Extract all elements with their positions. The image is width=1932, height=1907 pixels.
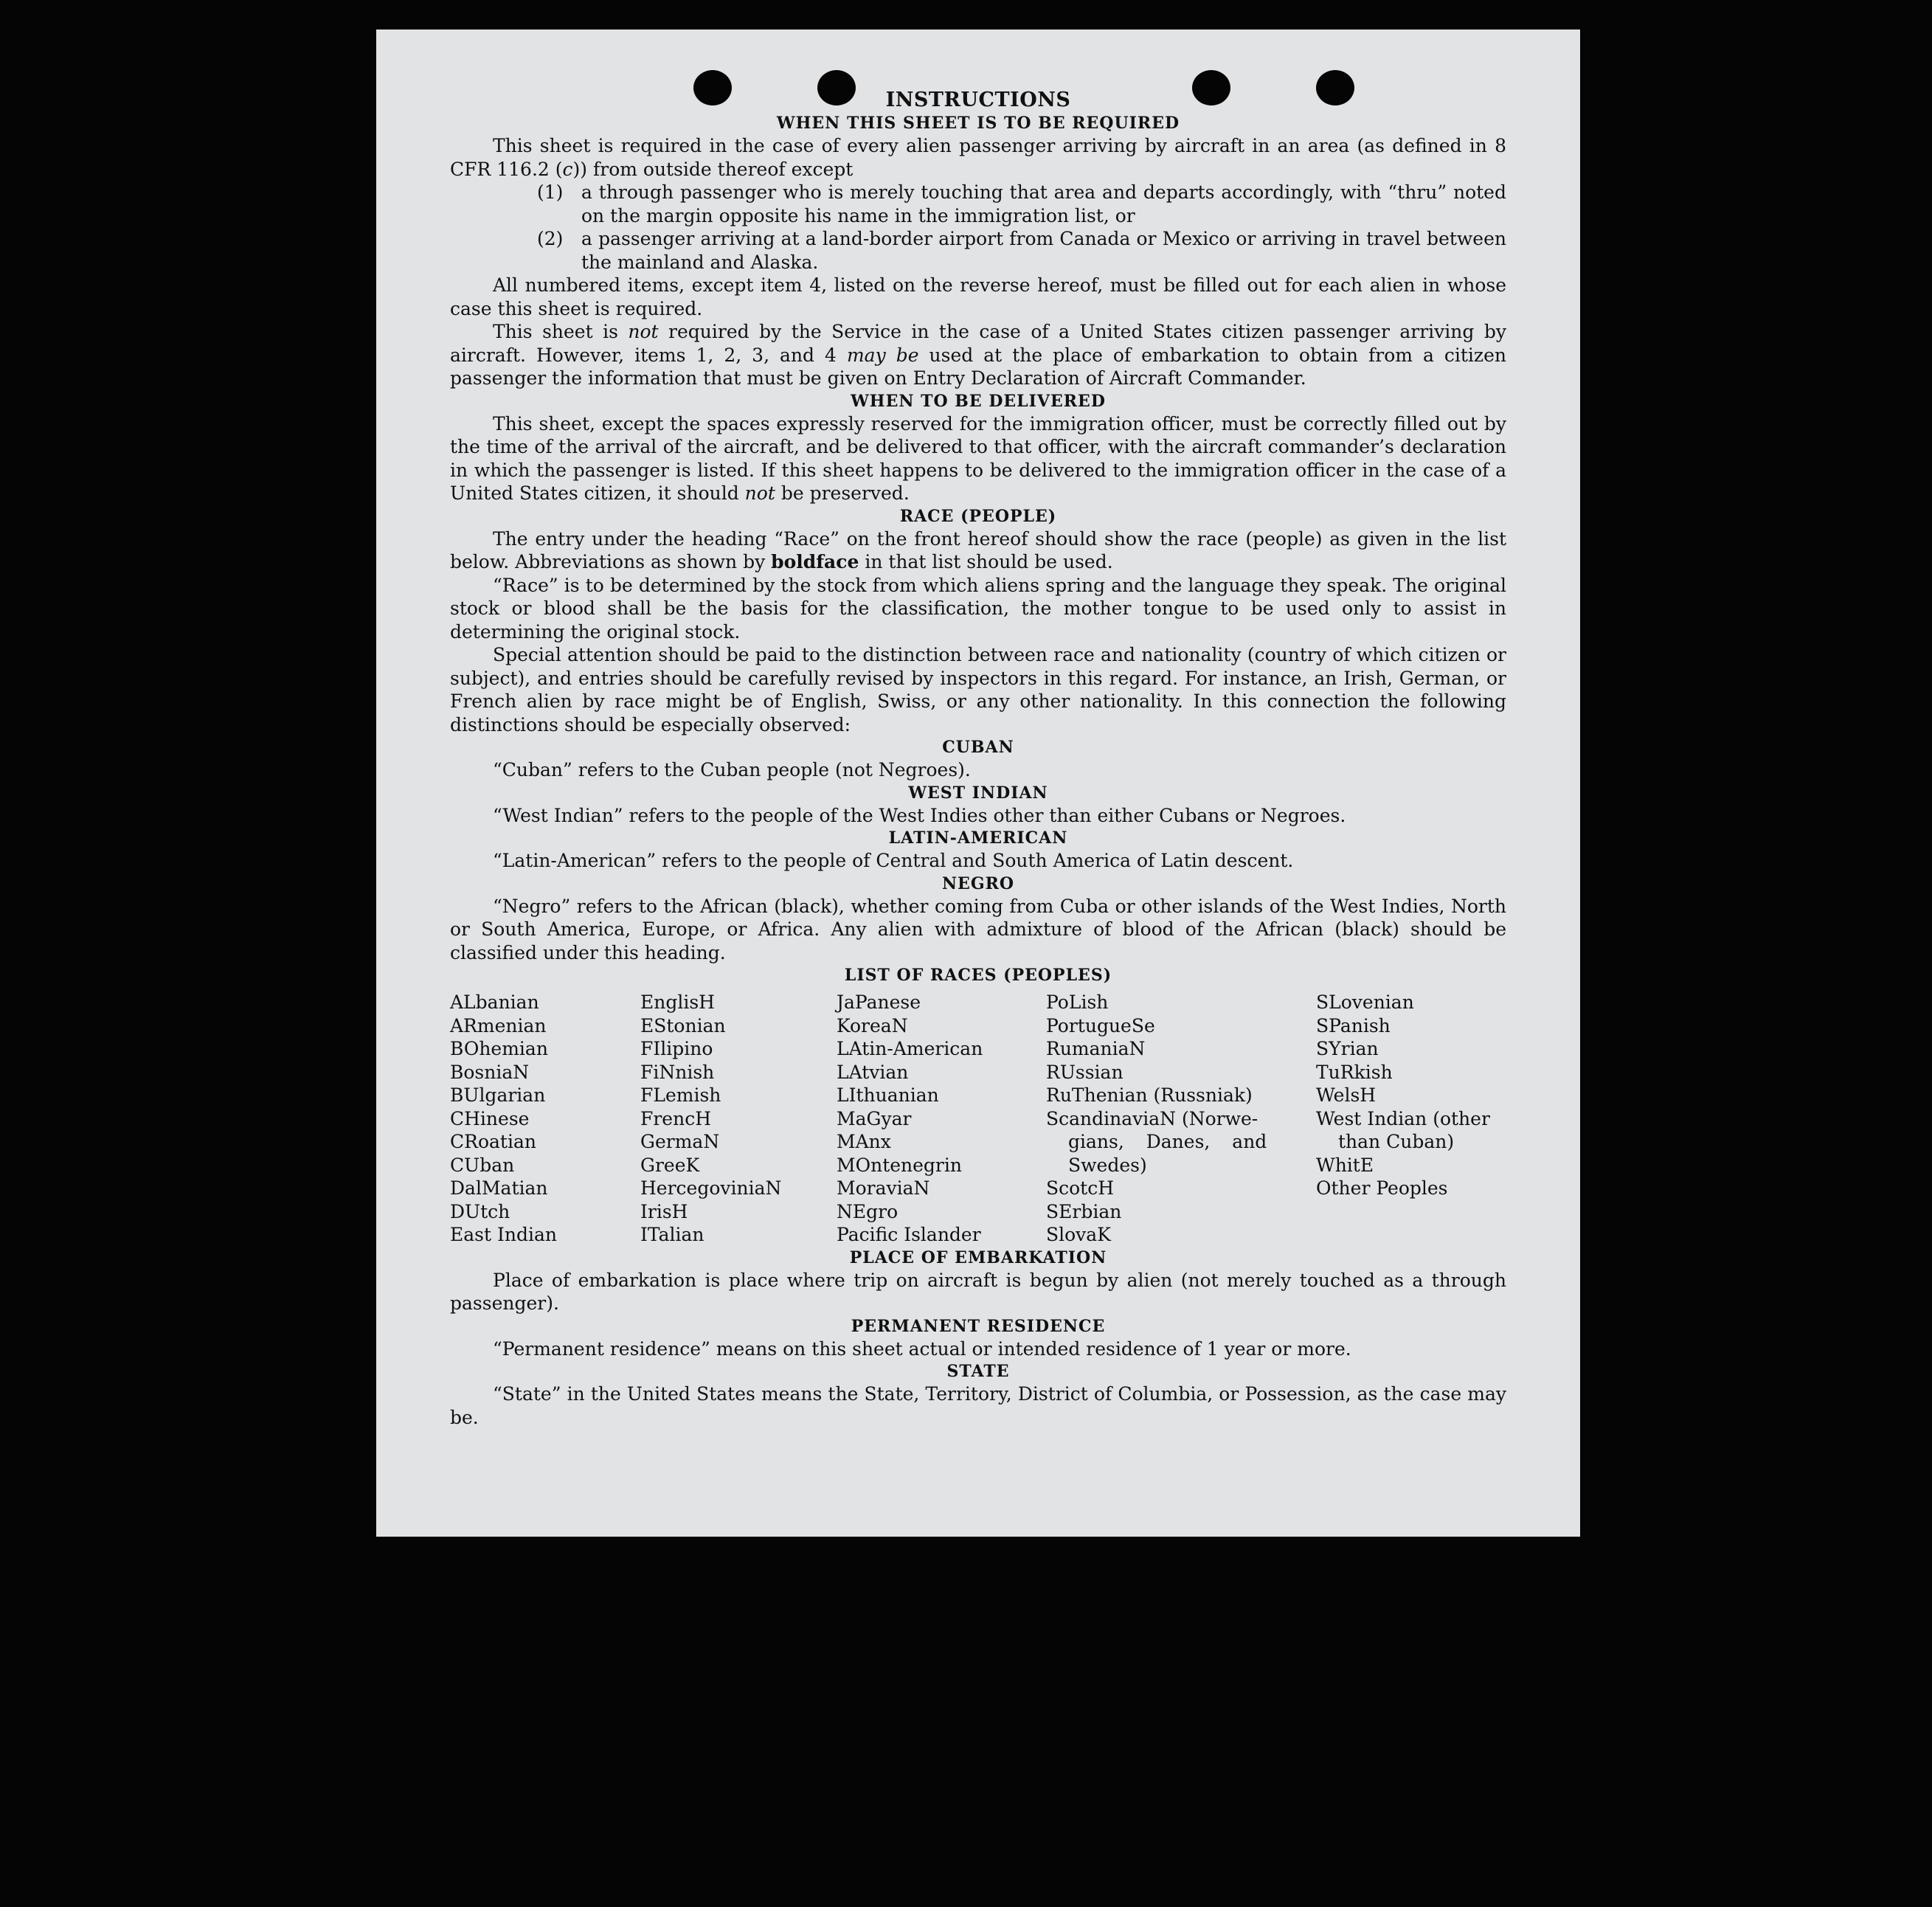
residence-paragraph: “Permanent residence” means on this sheet actual or intended residence of 1 year or more. [493,1337,1351,1360]
race-column-5 [1316,991,1506,1247]
race-entry: GermaN [640,1131,720,1152]
race-entry: LAtin-American [837,1038,983,1059]
citizen-emphasis-not: not [628,321,659,342]
race-entry: RuThenian (Russniak) [1046,1084,1253,1106]
document-body [450,89,1506,1429]
race-entry: WhitE [1316,1154,1374,1176]
delivered-emphasis-not: not [744,482,775,504]
exception-text: a through passenger who is merely touching that area and departs accordingly, with “thru” noted on the margin opposite his name in the immigration list, or [581,181,1506,226]
race-entry-scandinavian-cont: gians, Danes, and [1068,1131,1267,1152]
heading-state: STATE [946,1362,1010,1381]
race-entry: RumaniaN [1046,1038,1146,1059]
state-paragraph: “State” in the United States means the State, Territory, District of Columbia, or Possession, as the case may be. [450,1383,1506,1428]
heading-when-delivered: WHEN TO BE DELIVERED [851,391,1106,411]
heading-latin-american: LATIN-AMERICAN [888,828,1068,848]
race-paragraph-2: “Race” is to be determined by the stock from which aliens spring and the language they speak. The original stock or blood shall be the basis for the classification, the mother tongue to be used only to assist in determining the original stock. [450,574,1506,643]
race-entry: Pacific Islander [837,1224,981,1245]
race-column-4 [1046,991,1316,1247]
cuban-paragraph: “Cuban” refers to the Cuban people (not Negroes). [493,759,971,781]
race-entry: SErbian [1046,1200,1122,1222]
heading-cuban: CUBAN [942,738,1014,757]
required-intro-text: This sheet is required in the case of every alien passenger arriving by aircraft in an area (as defined in 8 CFR 116.2 ( [450,135,1506,180]
heading-negro: NEGRO [941,873,1015,893]
instructions-title: INSTRUCTIONS [885,89,1071,111]
heading-when-required: WHEN THIS SHEET IS TO BE REQUIRED [776,114,1180,133]
delivered-text: This sheet, except the spaces expressly reserved for the immigration officer, must be correctly filled out by the time of the arrival of the aircraft, and be delivered to that officer, with the aircraft commander’s declaration in which the passenger is listed. If this sheet happens to be delivered to the immigration officer in the case of a United States citizen, it should [450,412,1506,504]
heading-embarkation: PLACE OF EMBARKATION [849,1247,1107,1267]
heading-race: RACE (PEOPLE) [899,506,1057,526]
latin-american-paragraph: “Latin-American” refers to the people of Central and South America of Latin descent. [493,850,1294,871]
numbered-items-paragraph: All numbered items, except item 4, listed on the reverse hereof, must be filled out for each alien in whose case this sheet is required. [450,274,1506,319]
delivered-paragraph [450,412,1506,505]
required-intro [450,134,1506,181]
race-entry: PoLish [1046,991,1109,1013]
race-text-end: in that list should be used. [859,551,1113,572]
race-entry: JaPanese [837,991,921,1013]
race-paragraph-1 [450,527,1506,574]
race-entry: LIthuanian [837,1084,939,1106]
race-entry: PortugueSe [1046,1014,1155,1036]
race-entry-scandinavian-cont: Swedes) [1068,1154,1147,1176]
race-entry: TuRkish [1316,1061,1393,1083]
race-entry: IrisH [640,1200,688,1222]
race-entry: WelsH [1316,1084,1377,1106]
instruction-sheet [376,30,1580,1537]
west-indian-paragraph: “West Indian” refers to the people of the West Indies other than either Cubans or Negroes. [493,804,1346,826]
race-paragraph-3: Special attention should be paid to the distinction between race and nationality (country of which citizen or subject), and entries should be carefully revised by inspectors in this regard. For instance, an Irish, German, or French alien by race might be of English, Swiss, or any other nationality. In this connection the following distinctions should be especially observed: [450,644,1506,736]
delivered-text-end: be preserved. [775,482,910,504]
embarkation-paragraph: Place of embarkation is place where trip on aircraft is begun by alien (not merely touched as a through passenger). [450,1269,1506,1314]
race-entry: ARmenian [450,1014,547,1036]
race-entry: East Indian [450,1224,557,1245]
race-entry: SPanish [1316,1014,1391,1036]
citizen-text: This sheet is [493,321,629,342]
race-entry: SlovaK [1046,1224,1111,1245]
race-entry: ALbanian [450,991,539,1013]
race-entry: FiNnish [640,1061,715,1083]
race-entry-west-indian-cont: than Cuban) [1338,1131,1455,1152]
citizen-text: used at the place of embarkation to obtain from a citizen passenger the information that must be given on Entry Declaration of Aircraft Commander. [450,344,1506,389]
required-intro-text-end: )) from outside thereof except [572,158,854,180]
negro-paragraph: “Negro” refers to the African (black), whether coming from Cuba or other islands of the West Indies, North or South America, Europe, or Africa. Any alien with admixture of blood of the African (black) should be classified under this heading. [450,895,1506,963]
race-entry: MAnx [837,1131,891,1152]
race-list [450,991,1506,1247]
race-column-3 [837,991,1046,1247]
race-entry: Other Peoples [1316,1177,1448,1199]
heading-list-of-races: LIST OF RACES (PEOPLES) [844,966,1112,985]
race-entry: BOhemian [450,1038,548,1059]
race-entry: CHinese [450,1107,530,1129]
citizen-text: required by the Service in the case of a United States citizen passenger arriving by aircraft. However, items 1, 2, 3, and 4 [450,321,1506,366]
race-entry: EStonian [640,1014,726,1036]
race-entry: KoreaN [837,1014,908,1036]
race-entry: NEgro [837,1200,899,1222]
race-entry: MOntenegrin [837,1154,962,1176]
race-entry: BosniaN [450,1061,530,1083]
exception-number: (2) [537,228,564,249]
race-entry: CUban [450,1154,515,1176]
race-column-2 [640,991,837,1247]
citizen-paragraph [450,320,1506,390]
race-column-1 [450,991,640,1247]
race-entry: CRoatian [450,1131,536,1152]
exception-item-1 [537,181,1506,227]
heading-west-indian: WEST INDIAN [908,783,1048,803]
race-entry: ITalian [640,1224,704,1245]
race-text: The entry under the heading “Race” on the front hereof should show the race (people) as given in the list below. Abbreviations as shown by [450,527,1506,572]
race-entry: GreeK [640,1154,700,1176]
exception-number: (1) [537,181,564,203]
race-entry: RUssian [1046,1061,1123,1083]
race-entry: DUtch [450,1200,510,1222]
heading-permanent-residence: PERMANENT RESIDENCE [851,1316,1106,1336]
race-entry: HercegoviniaN [640,1177,782,1199]
exception-item-2 [537,227,1506,274]
race-entry: LAtvian [837,1061,909,1083]
race-entry: MaGyar [837,1107,912,1129]
citizen-emphasis-may-be: may be [846,344,919,366]
race-entry-scandinavian: ScandinaviaN (Norwe- [1046,1107,1258,1129]
exception-text: a passenger arriving at a land-border airport from Canada or Mexico or arriving in travel between the mainland and Alaska. [581,228,1506,273]
race-entry: DalMatian [450,1177,548,1199]
race-entry: EnglisH [640,991,715,1013]
race-entry: FLemish [640,1084,721,1106]
race-entry: SLovenian [1316,991,1414,1013]
race-entry: BUlgarian [450,1084,546,1106]
race-entry: ScotcH [1046,1177,1115,1199]
race-entry: FIlipino [640,1038,713,1059]
race-entry: MoraviaN [837,1177,930,1199]
race-entry-west-indian: West Indian (other [1316,1107,1490,1129]
required-intro-subsection: c [562,158,573,180]
race-boldface-word: boldface [771,551,859,572]
race-entry: FrencH [640,1107,711,1129]
race-entry: SYrian [1316,1038,1379,1059]
